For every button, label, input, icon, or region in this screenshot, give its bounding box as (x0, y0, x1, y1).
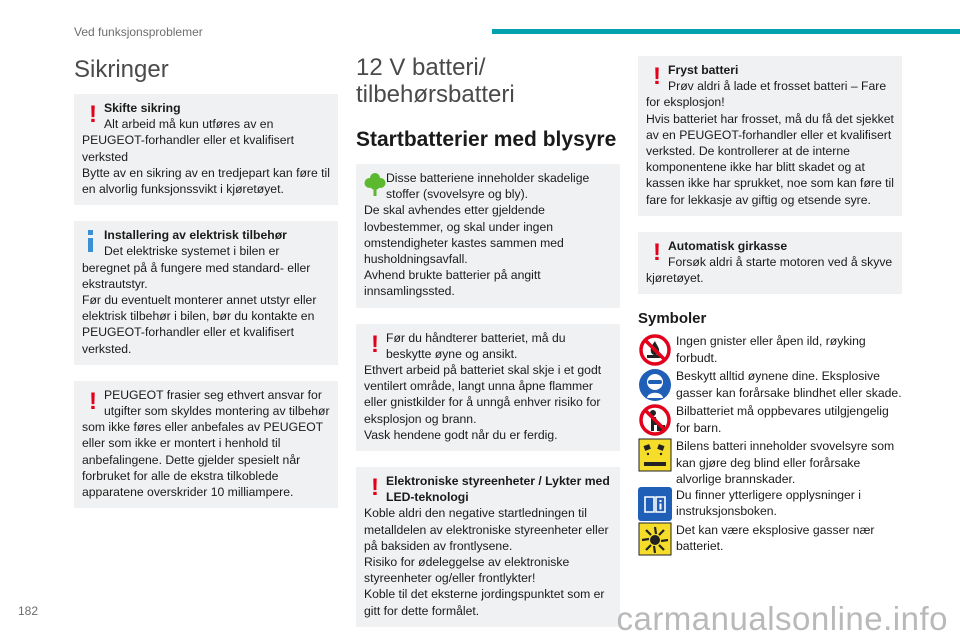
info-icon (82, 227, 104, 259)
box-text: Prøv aldri å lade et frosset batteri – Fare for eksplosjon! (646, 79, 887, 110)
box-text: Vask hendene godt når du er ferdig. (364, 427, 558, 442)
section-title-fuses: Sikringer (74, 56, 169, 83)
keep-from-children-icon (638, 403, 672, 437)
watermark: carmanualsonline.info (616, 600, 948, 637)
box-text: PEUGEOT frasier seg ethvert ansvar for utgifter som skyldes montering av tilbehør som ikke føres eller anbefales av PEUGEOT eller som ikke er montert i henhold til anbefalingene. Dette gjelder spesielt når forbruket for alle de ekstra tilkoblede apparatene overskrider 10 milliampere. (82, 387, 330, 500)
warning-box-fuse-change (74, 94, 338, 205)
box-title: Skifte sikring (104, 101, 181, 115)
symbol-text: Bilens batteri inneholder svovelsyre som kan gjøre deg blind eller forårsake alvorlige brannskader. (676, 439, 895, 486)
box-title: Elektroniske styreenheter / Lykter med LED-teknologi (386, 474, 610, 505)
warning-box-frozen-battery (638, 56, 902, 216)
subheading-symbols: Symboler (638, 310, 707, 328)
symbol-item (638, 438, 902, 487)
box-text: Alt arbeid må kun utføres av en PEUGEOT-forhandler eller et kvalifisert verksted (82, 117, 295, 164)
box-text: Avhend brukte batterier på angitt innsamlingssted. (364, 268, 541, 299)
box-title: Automatisk girkasse (668, 238, 788, 253)
symbol-item (638, 522, 902, 557)
corrosive-acid-icon (638, 438, 672, 472)
warning-icon: ! (653, 63, 661, 90)
box-text: De skal avhendes etter gjeldende lovbestemmer, og skal under ingen omstendigheter kastes sammen med husholdningsavfall. (364, 203, 564, 267)
warning-box-automatic-gearbox (638, 232, 902, 295)
explosive-gas-icon (638, 522, 672, 556)
page-number: 182 (18, 604, 39, 618)
box-title: Fryst batteri (668, 63, 739, 77)
box-text: Hvis batteriet har frosset, må du få det sjekket av en PEUGEOT-forhandler eller et kvalifisert verksted. De kontrollerer at de interne komponentene ikke har blitt skadet og at kassen ikke har sprukket, noe som kan føre til fare for lekkasje av giftig og etsende syre. (646, 111, 894, 207)
box-text: Før du eventuelt monterer annet utstyr eller elektrisk tilbehør i bilen, bør du kontakte en PEUGEOT-forhandler eller et kvalifisert verksted. (82, 293, 317, 356)
box-text: Koble aldri den negative startledningen til metalldelen av elektroniske styreenheter eller på baksiden av frontlysene. (364, 506, 609, 553)
environment-tree-icon (364, 170, 386, 202)
symbol-text: Det kan være eksplosive gasser nær batteriet. (676, 523, 875, 554)
no-fire-icon (638, 333, 672, 367)
warning-icon: ! (89, 101, 97, 128)
symbol-item (638, 368, 902, 403)
symbol-text: Bilbatteriet må oppbevares utilgjengelig for barn. (676, 404, 889, 435)
symbol-text: Beskytt alltid øynene dine. Eksplosive gasser kan forårsake blindhet eller skade. (676, 369, 902, 400)
warning-icon: ! (371, 474, 379, 502)
box-text: Det elektriske systemet i bilen er beregnet på å fungere med standard- eller ekstrautstyr. (82, 244, 311, 291)
symbol-item (638, 487, 902, 522)
box-text: Før du håndterer batteriet, må du beskytte øyne og ansikt. (386, 330, 566, 361)
box-title: Installering av elektrisk tilbehør (104, 228, 287, 243)
manual-book-icon (638, 487, 672, 521)
subheading-lead-acid: Startbatterier med blysyre (356, 128, 617, 151)
section-title-battery: 12 V batteri/ tilbehørsbatteri (356, 54, 515, 108)
column-fuses (74, 50, 338, 524)
header-accent-bar (492, 29, 960, 34)
warning-box-electronic-units (356, 467, 620, 627)
box-text: Ethvert arbeid på batteriet skal skje i et godt ventilert område, langt unna åpne flammer eller gnistkilder for å unngå enhver risiko for eksplosjon og brann. (364, 363, 602, 426)
eye-protection-icon (638, 368, 672, 402)
box-text: Bytte av en sikring av en tredjepart kan føre til en alvorlig funksjonssvikt i kjøretøyet. (82, 165, 330, 197)
warning-icon: ! (89, 387, 97, 415)
eco-box-disposal (356, 164, 620, 308)
warning-icon: ! (371, 330, 379, 358)
symbol-item (638, 403, 902, 438)
info-box-electrical-accessories (74, 221, 338, 365)
warning-box-handling (356, 324, 620, 451)
column-battery (356, 50, 620, 643)
box-text: Forsøk aldri å starte motoren ved å skyve kjøretøyet. (646, 255, 893, 286)
box-text: Disse batteriene inneholder skadelige stoffer (svovelsyre og bly). (386, 171, 590, 202)
symbol-item (638, 333, 902, 368)
box-text: Risiko for ødeleggelse av elektroniske styreenheter og/eller frontlykter! (364, 555, 570, 586)
box-text: Koble til det eksterne jordingspunktet som er gitt for dette formålet. (364, 587, 605, 618)
warning-icon: ! (653, 238, 661, 266)
symbol-text: Du finner ytterligere opplysninger i instruksjonsboken. (676, 488, 861, 519)
warning-box-liability (74, 381, 338, 508)
column-battery-continued (638, 56, 902, 557)
running-header: Ved funksjonsproblemer (74, 25, 203, 39)
symbol-text: Ingen gnister eller åpen ild, røyking forbudt. (676, 334, 866, 365)
symbols-list (638, 333, 902, 557)
